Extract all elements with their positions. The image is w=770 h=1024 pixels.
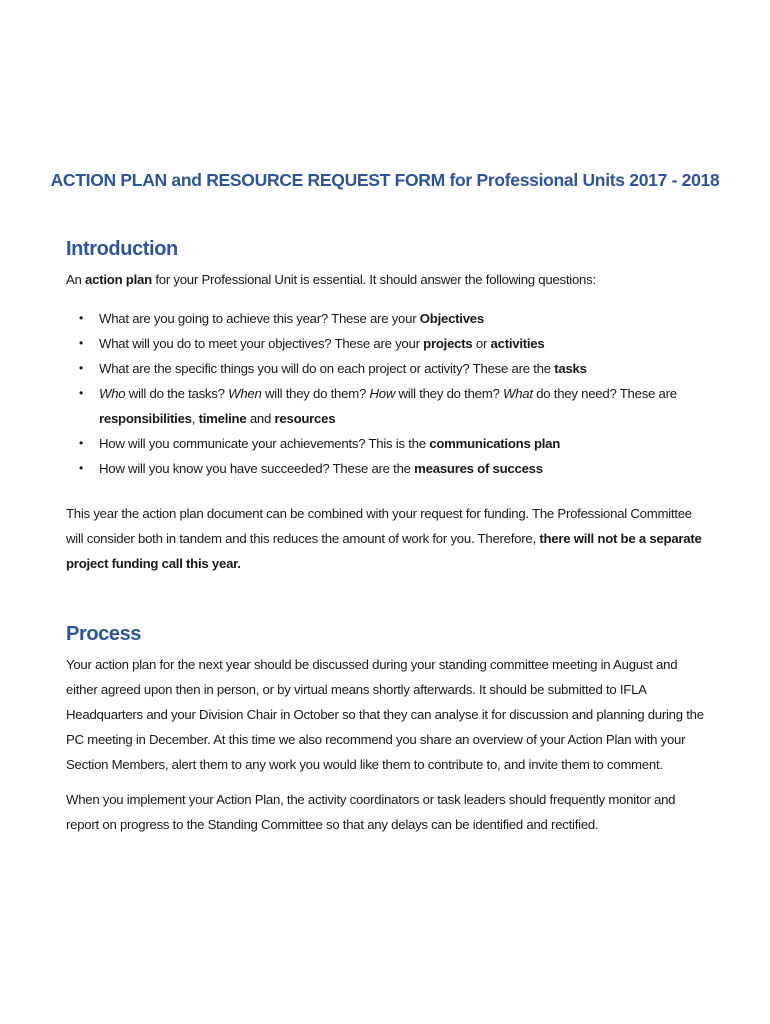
list-item xyxy=(66,331,706,356)
item-italic: Who xyxy=(99,386,126,401)
process-paragraph-1: Your action plan for the next year should be discussed during your standing committee meeting in August and either agreed upon then in person, or by virtual means shortly afterwards. It should be submitted to IFLA Headquarters and your Division Chair in October so that they can analyse it for discussion and planning during the PC meeting in December. At this time we also recommend you share an overview of your Action Plan with your Section Members, alert them to any work you would like them to contribute to, and invite them to comment. xyxy=(66,657,704,772)
item-bold: communications plan xyxy=(429,436,561,451)
bullet-icon: • xyxy=(79,311,83,325)
document-title: ACTION PLAN and RESOURCE REQUEST FORM for Professional Units 2017 - 2018 xyxy=(50,170,720,190)
bullet-icon: • xyxy=(79,461,83,475)
process-paragraph-2: When you implement your Action Plan, the activity coordinators or task leaders should frequently monitor and report on progress to the Standing Committee so that any delays can be identified and rectified. xyxy=(66,792,676,832)
item-italic: How xyxy=(369,386,396,401)
introduction-heading: Introduction xyxy=(66,238,178,260)
list-item xyxy=(66,306,706,331)
introduction-section xyxy=(66,238,706,576)
item-text: , xyxy=(191,411,199,426)
lead-text: An xyxy=(66,272,86,287)
item-bold: responsibilities xyxy=(99,411,192,426)
list-item xyxy=(66,431,706,456)
item-text: How will you know you have succeeded? These are the xyxy=(99,461,415,476)
bullet-icon: • xyxy=(79,336,83,350)
item-italic: What xyxy=(503,386,533,401)
closing-text: This year the action plan document can be combined with your request for funding. The Professional Committee will consider both in tandem and this reduces the amount of work for you. Therefore, xyxy=(66,506,692,546)
bullet-icon: • xyxy=(79,386,83,400)
questions-list xyxy=(66,306,706,481)
item-text: What are you going to achieve this year? These are your xyxy=(99,311,420,326)
list-item xyxy=(66,356,706,381)
item-bold: measures of success xyxy=(414,461,543,476)
item-bold: activities xyxy=(490,336,545,351)
closing-bold: there will not be a separate project funding call this year. xyxy=(66,531,702,571)
item-italic: When xyxy=(228,386,262,401)
item-bold: resources xyxy=(274,411,336,426)
bullet-icon: • xyxy=(79,436,83,450)
item-text: will do the tasks? xyxy=(125,386,229,401)
item-text: or xyxy=(472,336,491,351)
list-item xyxy=(66,381,706,431)
item-text: How will you communicate your achievements? This is the xyxy=(99,436,430,451)
item-bold: tasks xyxy=(554,361,587,376)
process-section xyxy=(66,623,706,837)
introduction-lead xyxy=(66,267,706,292)
process-heading: Process xyxy=(66,623,142,645)
item-text: and xyxy=(246,411,275,426)
item-text: do they need? These are xyxy=(532,386,677,401)
item-bold: projects xyxy=(423,336,473,351)
item-text: What are the specific things you will do on each project or activity? These are the xyxy=(99,361,555,376)
lead-bold: action plan xyxy=(85,272,152,287)
item-text: What will you do to meet your objectives? These are your xyxy=(99,336,424,351)
item-text: will they do them? xyxy=(261,386,370,401)
item-text: will they do them? xyxy=(395,386,503,401)
item-bold: Objectives xyxy=(419,311,484,326)
introduction-closing xyxy=(66,501,706,576)
lead-text-end: for your Professional Unit is essential. It should answer the following questions: xyxy=(151,272,596,287)
bullet-icon: • xyxy=(79,361,83,375)
item-bold: timeline xyxy=(198,411,247,426)
list-item xyxy=(66,456,706,481)
